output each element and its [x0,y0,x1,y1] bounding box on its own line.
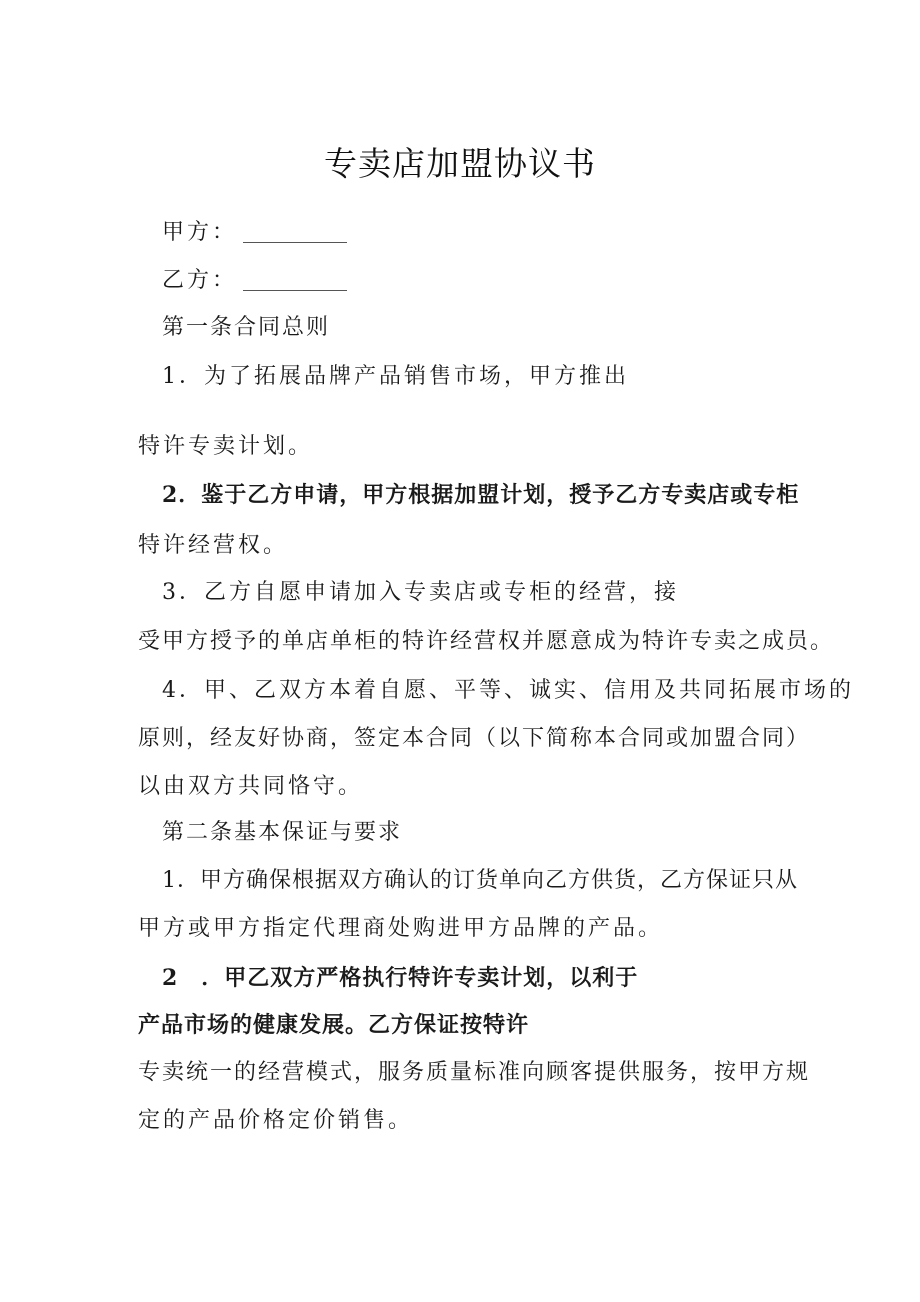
party-a-blank [243,222,347,243]
party-b-label: 乙方： [162,268,238,293]
document-title: 专卖店加盟协议书 [324,144,596,183]
clause1-2-line1: 2．鉴于乙方申请，甲方根据加盟计划，授予乙方专卖店或专柜 [162,482,800,508]
clause1-1-line1: 1．为了拓展品牌产品销售市场，甲方推出 [162,364,629,389]
clause1-3-line1: 3．乙方自愿申请加入专卖店或专柜的经营，接 [162,580,679,605]
clause1-2-line2: 特许经营权。 [138,533,289,558]
clause1-4-line1: 4．甲、乙双方本着自愿、平等、诚实、信用及共同拓展市场的 [162,678,854,703]
clause2-2-line4: 定的产品价格定价销售。 [138,1108,414,1133]
clause1-4-line2: 原则，经友好协商，签定本合同（以下简称本合同或加盟合同） [138,726,811,751]
clause2-2-line1: 2 ．甲乙双方严格执行特许专卖计划，以利于 [162,965,639,991]
section2-heading: 第二条基本保证与要求 [162,820,403,845]
party-b-line [162,266,347,296]
clause2-2-line3: 专卖统一的经营模式，服务质量标准向顾客提供服务，按甲方规 [138,1060,811,1085]
party-a-line [162,218,347,248]
party-b-blank [243,270,347,291]
clause1-3-line2: 受甲方授予的单店单柜的特许经营权并愿意成为特许专卖之成员。 [138,629,835,654]
clause2-1-line1: 1．甲方确保根据双方确认的订货单向乙方供货，乙方保证只从 [162,868,798,893]
clause2-2-line2: 产品市场的健康发展。乙方保证按特许 [138,1012,530,1038]
party-a-label: 甲方： [162,220,238,245]
clause1-4-line3: 以由双方共同恪守。 [138,774,364,799]
clause2-1-line2: 甲方或甲方指定代理商处购进甲方品牌的产品。 [138,916,664,941]
clause1-1-line2: 特许专卖计划。 [138,434,314,459]
section1-heading: 第一条合同总则 [162,315,331,340]
